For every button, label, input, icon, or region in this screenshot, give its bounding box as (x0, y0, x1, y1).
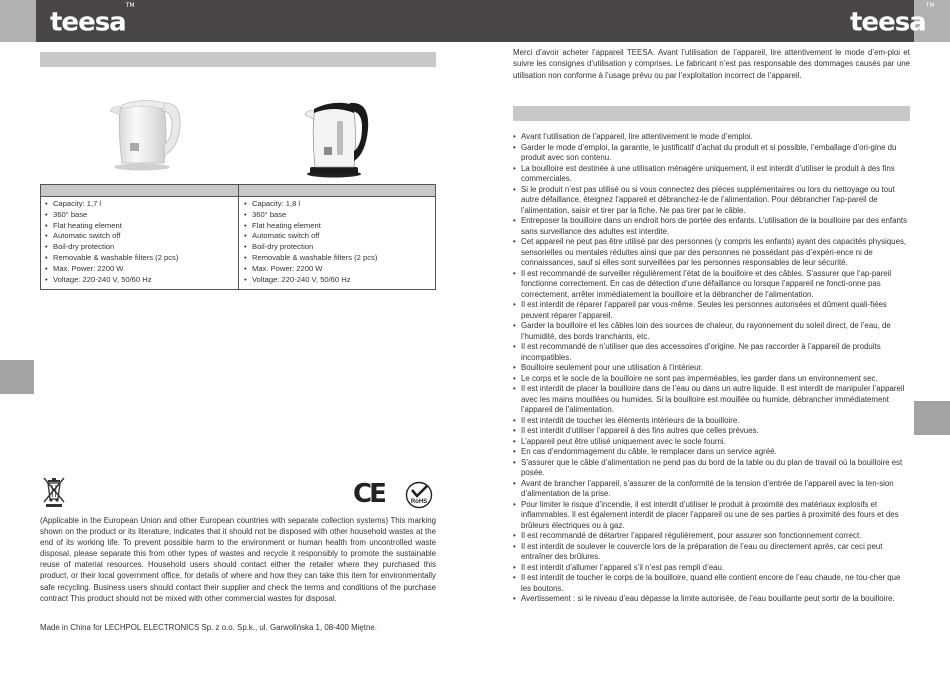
spec-item: • Boil-dry protection (45, 242, 178, 253)
spec-item: • Automatic switch off (45, 231, 178, 242)
spec-item: • Boil-dry protection (244, 242, 377, 253)
safety-item: • Le corps et le socle de la bouilloire ne sont pas imperméables, les garder dans un environnement sec. (513, 374, 910, 385)
safety-item: • Il est interdit de toucher le corps de la bouilloire, quand elle contient encore de l’eau chaude, ne tou-cher que les boutons. (513, 573, 910, 594)
safety-item: • L’appareil peut être utilisé uniquement avec le socle fourni. (513, 437, 910, 448)
spec-item: • Removable & washable filters (2 pcs) (244, 253, 377, 264)
spec-item: • Removable & washable filters (2 pcs) (45, 253, 178, 264)
page-edge-tab-left (0, 360, 34, 394)
manufacturer-note: Made in China for LECHPOL ELECTRONICS Sp. z o.o. Sp.k., ul. Garwolińska 1, 08-400 Miętne. (40, 623, 377, 632)
specifications-table (40, 184, 436, 290)
safety-item: • Cet appareil ne peut pas être utilisé par des personnes (y compris les enfants) ayant des capacités physiques, sensorielles ou mentales réduites ainsi que par des personnes ne possédant pas d’expéri-ence ni de connaissances, sauf si elles sont surveillées par les personnes responsables de leur sécurité. (513, 237, 910, 269)
safety-item: • Il est interdit de placer la bouilloire dans de l’eau ou dans un autre liquide. Il est interdit de manipuler l’appareil avec les mains mouillées ou humides. Si la bouilloire est mouillée ou humide, débrancher immédiatement l’appareil de l’alimentation. (513, 384, 910, 416)
safety-item: • Pour limiter le risque d’incendie, il est interdit d’utiliser le produit à proximité des matériaux explosifs et inflammables. Il est également interdit de placer l’appareil ou une de ses parties à proximité des fours et des brûleurs électriques ou à gaz. (513, 500, 910, 532)
ce-mark: CE (353, 479, 384, 509)
spec-item: • Voltage: 220-240 V, 50/60 Hz (244, 275, 377, 286)
spec-item: • Max. Power: 2200 W (45, 264, 178, 275)
spec-list-model-1 (45, 199, 178, 285)
spec-item: • Capacity: 1,7 l (45, 199, 178, 210)
spec-item: • Capacity: 1,8 l (244, 199, 377, 210)
spec-item: • Flat heating element (244, 221, 377, 232)
safety-item: • La bouilloire est destinée à une utilisation ménagère uniquement, il est interdit d’utiliser le produit à des fins commerciales. (513, 164, 910, 185)
spec-item: • Automatic switch off (244, 231, 377, 242)
rohs-icon (402, 481, 436, 509)
teesa-logo-right (850, 4, 935, 39)
rohs-label: RoHS (410, 499, 428, 505)
header-bar (0, 0, 950, 42)
section-header-bar-left (40, 52, 436, 67)
safety-instructions-list (513, 132, 910, 605)
safety-item: • S’assurer que le câble d’alimentation ne pend pas du bord de la table ou du plan de travail où la bouilloire est posée. (513, 458, 910, 479)
logo-text: teesa (50, 7, 126, 38)
spec-item: • Voltage: 220-240 V, 50/60 Hz (45, 275, 178, 286)
spec-item: • Flat heating element (45, 221, 178, 232)
safety-item: • En cas d’endommagement du câble, le remplacer dans un service agréé. (513, 447, 910, 458)
safety-item: • Garder le mode d’emploi, la garantie, le justificatif d’achat du produit et si possible, l’emballage d’ori-gine du produit avec son contenu. (513, 143, 910, 164)
safety-item: • Avertissement : si le niveau d’eau dépasse la limite autorisée, de l’eau bouillante peut sortir de la bouilloire. (513, 594, 910, 605)
safety-item: • Bouilloire seulement pour une utilisation à l’intérieur. (513, 363, 910, 374)
trademark-mark: TM (125, 2, 135, 9)
safety-item: • Il est interdit de réparer l’appareil par vous-même. Seules les personnes autorisées et dûment quali-fiées peuvent réparer l’appareil. (513, 300, 910, 321)
safety-item: • Il est interdit de soulever le couvercle lors de la préparation de l’eau ou directement après, car ceci peut entraîner des brûlures. (513, 542, 910, 563)
safety-item: • Il est interdit d’utiliser l’appareil à des fins autres que celles prévues. (513, 426, 910, 437)
safety-item: • Il est recommandé de détartrer l’appareil régulièrement, pour assurer son fonctionnement correct. (513, 531, 910, 542)
safety-item: • Avant l’utilisation de l’appareil, lire attentivement le mode d’emploi. (513, 132, 910, 143)
section-header-bar-right (513, 106, 910, 121)
safety-item: • Il est interdit de toucher les éléments intérieurs de la bouilloire. (513, 416, 910, 427)
page-edge-tab-right (914, 401, 950, 435)
spec-item: • 360° base (45, 210, 178, 221)
safety-item: • Il est recommandé de surveiller régulièrement l’état de la bouilloire et des câbles. S’assurer que l’ap-pareil fonctionne correctement. En cas de détection d’une défaillance ou lorsque l’appareil ne foncti-onne pas correctement, arrêter immédiatement la bouilloire et la débrancher de l’alimentation. (513, 269, 910, 301)
safety-item: • Entreposer la bouilloire dans un endroit hors de portée des enfants. L’utilisation de la bouilloire par des enfants sans surveillance des adultes est interdite. (513, 216, 910, 237)
column-divider (238, 185, 239, 197)
safety-item: • Avant de brancher l’appareil, s’assurer de la conformité de la tension d’entrée de l’appareil avec la ten-sion d’alimentation de la prise. (513, 479, 910, 500)
safety-item: • Il est recommandé de n’utiliser que des accessoires d’origine. Ne pas raccorder à l’appareil de produits incompatibles. (513, 342, 910, 363)
spec-item: • Max. Power: 2200 W (244, 264, 377, 275)
safety-item: • Garder la bouilloire et les câbles loin des sources de chaleur, du rayonnement du soleil direct, de l’eau, de l’humidité, des bords tranchants, etc. (513, 321, 910, 342)
safety-item: • Si le produit n’est pas utilisé ou si vous connectez des pièces supplémentaires ou lors du nettoyage ou tout autre défaillance, éteignez l’appareil et débranchez-le de l’alimentation. Pour débrancher l’ap-pareil de l’alimentation, saisir et tirer par la fiche. Ne pas tirer par le câble. (513, 185, 910, 217)
logo-text: teesa (850, 7, 926, 38)
intro-paragraph: Merci d’avoir acheter l’appareil TEESA. Avant l’utilisation de l’appareil, lire attentivement le mode d’em-ploi et suivre les consignes d’utilisation y comprises. Le fabricant n’est pas responsable des dommages causés par une utilisation non conforme à l’usage prévu ou par l’exploitation incorrect de l’appareil. (513, 48, 910, 80)
teesa-logo-left (50, 4, 135, 39)
column-divider (238, 197, 239, 289)
spec-list-model-2 (244, 199, 377, 285)
weee-bin-icon (41, 475, 67, 507)
white-kettle-image (108, 93, 184, 171)
spec-item: • 360° base (244, 210, 377, 221)
trademark-mark: TM (925, 2, 935, 9)
environment-disposal-text: (Applicable in the European Union and other European countries with separate collection systems) This marking shown on the product or its literature, indicates that it should not be disposed with other household wastes at the end of its working life. To prevent possible harm to the environment or human health from uncontrolled waste disposal, please separate this from other types of wastes and recycle it responsibly to promote the sustainable reuse of material resources. Household users should contact either the retailer where they purchased this product, or their local government office, for details of where and how they can take this item for environmentally safe recycling. Business users should contact their supplier and check the terms and conditions of the purchase contract This product should not be mixed with other commercial wastes for disposal. (40, 516, 436, 603)
header-tab-left (0, 0, 36, 42)
white-black-kettle-image (304, 95, 370, 178)
safety-item: • Il est interdit d’allumer l’appareil s’il n’est pas rempli d’eau. (513, 563, 910, 574)
